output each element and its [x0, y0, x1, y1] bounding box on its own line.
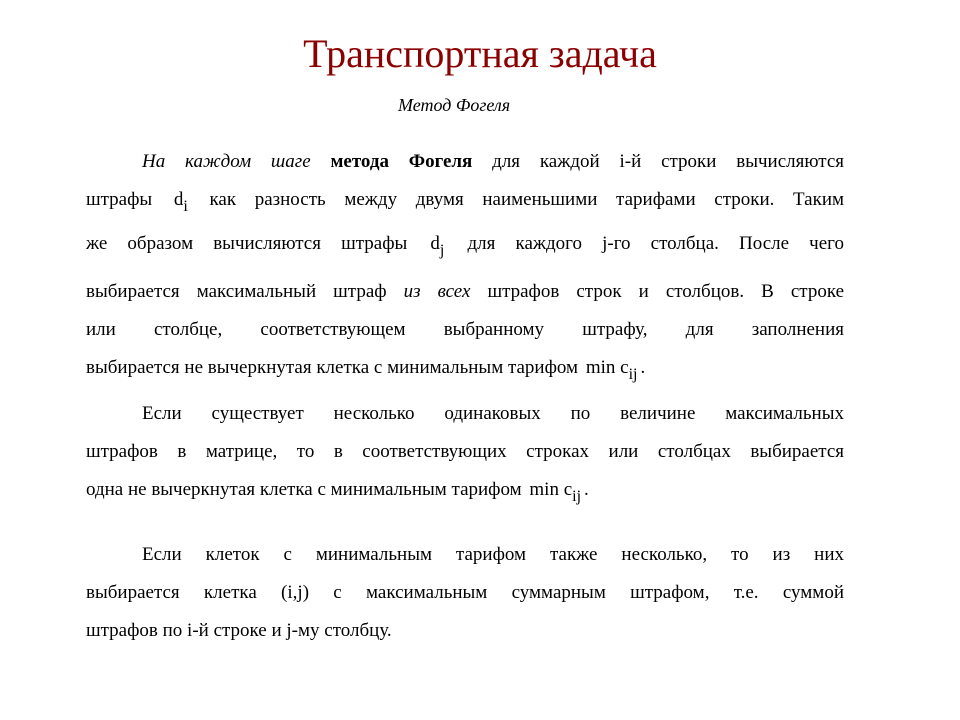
text-line [86, 186, 844, 230]
bold-phrase: метода Фогеля [330, 151, 473, 172]
text-line [86, 541, 844, 579]
text-run: . [584, 479, 589, 500]
math-subscript: j [439, 242, 445, 259]
text-line: штрафов в матрице, то в соответствующих строках или столбцах выбирается [86, 441, 844, 462]
text-run: выбирается максимальный штраф [86, 281, 387, 302]
text-run: выбирается не вычеркнутая клетка с минимальным тарифом [86, 357, 579, 378]
text-line [86, 476, 844, 514]
text-line: выбирается клетка (i,j) с максимальным суммарным штрафом, т.е. суммой [86, 582, 844, 603]
math-symbol: min c [529, 479, 573, 500]
italic-phrase: из всех [403, 281, 471, 302]
math-subscript: ij [628, 366, 638, 383]
math-subscript: ij [572, 488, 582, 505]
text-run: для каждой i-й строки вычисляются [492, 151, 845, 172]
text-run: для каждого j-го столбца. После чего [467, 233, 844, 254]
text-run: как разность между двумя наименьшими тарифами строки. Таким [209, 189, 845, 210]
text-run: же образом вычисляются штрафы [86, 233, 408, 254]
text-line [86, 148, 844, 186]
math-symbol: d [430, 233, 440, 254]
text-line [86, 278, 844, 316]
text-run: . [640, 357, 646, 378]
text-line [86, 230, 844, 278]
page-title: Транспортная задача [303, 31, 657, 76]
math-penalty-di [171, 189, 191, 215]
page-subtitle: Метод Фогеля [398, 95, 511, 115]
italic-phrase: На каждом шаге [142, 151, 311, 172]
math-penalty-dj [427, 233, 447, 259]
text-line: или столбце, соответствующем выбранному штрафу, для заполнения [86, 319, 844, 340]
math-symbol: d [173, 189, 184, 210]
math-min-cij [583, 357, 641, 383]
math-min-cij [526, 479, 584, 505]
math-subscript: i [183, 198, 188, 215]
paragraph-equal-tariffs [86, 541, 844, 655]
text-line [86, 354, 844, 392]
paragraph-equal-penalties [86, 400, 844, 514]
text-line [86, 400, 844, 438]
text-run: штрафы [86, 189, 153, 210]
math-symbol: min c [585, 357, 629, 378]
text-run: штрафов строк и столбцов. В строке [487, 281, 845, 302]
paragraph-vogel-step [86, 148, 844, 392]
text-run: одна не вычеркнутая клетка с минимальным тарифом [86, 479, 522, 500]
text-run: Если существует несколько одинаковых по величине максимальных [142, 403, 844, 424]
text-line: штрафов по i-й строке и j-му столбцу. [86, 620, 392, 641]
text-run: Если клеток с минимальным тарифом также несколько, то из них [142, 544, 844, 565]
